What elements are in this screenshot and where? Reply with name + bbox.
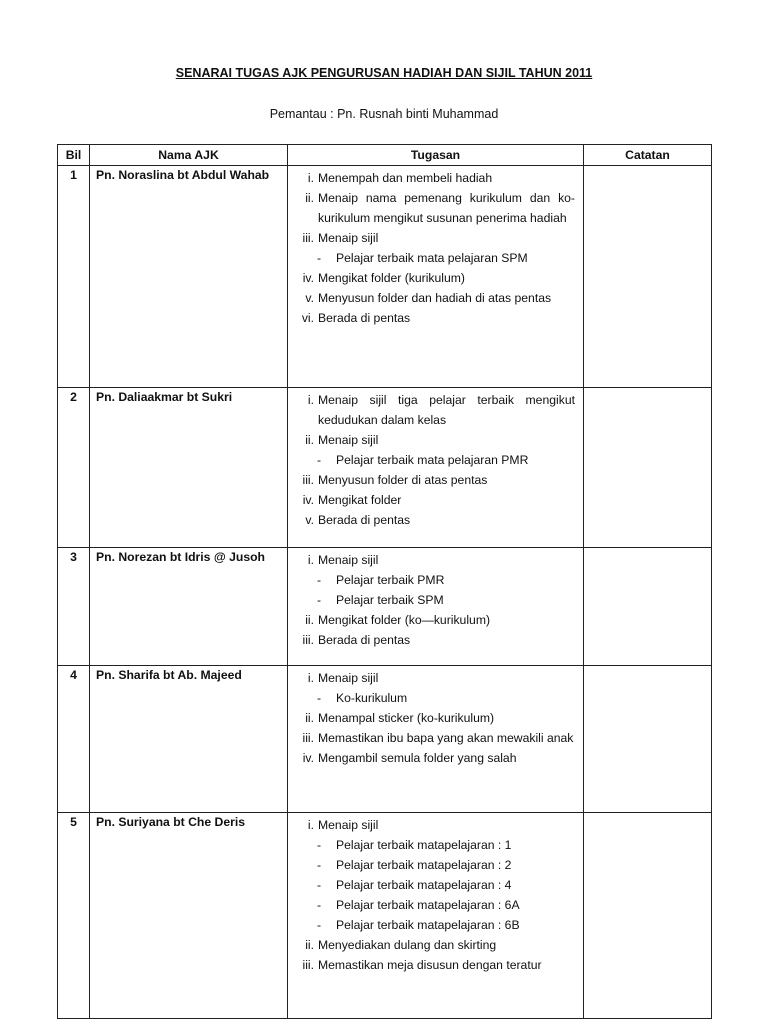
task-item xyxy=(288,430,575,450)
row-number: 5 xyxy=(58,813,90,1019)
task-text: Mengikat folder xyxy=(318,493,402,507)
dash-bullet: - xyxy=(316,878,321,892)
sub-task-item xyxy=(288,915,575,935)
task-text: Menaip sijil xyxy=(318,671,379,685)
table-row xyxy=(58,666,712,813)
sub-task-item xyxy=(288,895,575,915)
sub-task-text: Pelajar terbaik PMR xyxy=(336,573,445,587)
task-text: Menaip sijil xyxy=(318,433,379,447)
task-item xyxy=(288,668,575,688)
dash-bullet: - xyxy=(316,573,321,587)
task-text: Berada di pentas xyxy=(318,311,411,325)
task-numeral: ii. xyxy=(305,938,314,952)
task-list xyxy=(288,548,584,666)
task-item xyxy=(288,510,575,530)
sub-task-text: Pelajar terbaik matapelajaran : 4 xyxy=(336,878,512,892)
sub-task-text: Pelajar terbaik matapelajaran : 6A xyxy=(336,898,520,912)
task-numeral: iii. xyxy=(302,633,314,647)
task-numeral: i. xyxy=(307,671,314,685)
task-item xyxy=(288,728,575,748)
sub-task-item xyxy=(288,248,575,268)
task-text: Memastikan meja disusun dengan teratur xyxy=(318,958,542,972)
task-numeral: ii. xyxy=(305,613,314,627)
task-list xyxy=(288,813,584,1019)
task-item xyxy=(288,390,575,430)
task-numeral: iv. xyxy=(302,751,314,765)
row-number: 1 xyxy=(58,166,90,388)
dash-bullet: - xyxy=(316,898,321,912)
notes-cell xyxy=(584,166,712,388)
table-row xyxy=(58,548,712,666)
task-numeral: i. xyxy=(307,553,314,567)
task-item xyxy=(288,288,575,308)
task-item xyxy=(288,748,575,768)
task-numeral: iii. xyxy=(302,731,314,745)
task-text: Menyusun folder dan hadiah di atas pentas xyxy=(318,291,552,305)
duty-table xyxy=(57,144,712,1019)
task-item xyxy=(288,228,575,248)
sub-task-item xyxy=(288,855,575,875)
monitor-line: Pemantau : Pn. Rusnah binti Muhammad xyxy=(269,107,499,121)
task-text: Menyediakan dulang dan skirting xyxy=(318,938,497,952)
table-row xyxy=(58,166,712,388)
notes-cell xyxy=(584,548,712,666)
task-text: Menaip nama pemenang kurikulum dan ko-kurikulum mengikut susunan penerima hadiah xyxy=(318,191,575,225)
task-text: Menaip sijil xyxy=(318,231,379,245)
dash-bullet: - xyxy=(316,858,321,872)
sub-task-item xyxy=(288,590,575,610)
task-item xyxy=(288,550,575,570)
sub-task-text: Ko-kurikulum xyxy=(336,691,408,705)
table-row xyxy=(58,388,712,548)
sub-task-item xyxy=(288,875,575,895)
header-notes: Catatan xyxy=(584,145,712,166)
task-item xyxy=(288,268,575,288)
task-list xyxy=(288,388,584,548)
task-numeral: v. xyxy=(305,291,314,305)
task-text: Mengikat folder (ko—kurikulum) xyxy=(318,613,491,627)
task-item xyxy=(288,630,575,650)
dash-bullet: - xyxy=(316,918,321,932)
committee-member-name: Pn. Sharifa bt Ab. Majeed xyxy=(90,666,288,813)
task-item xyxy=(288,610,575,630)
table-header-row xyxy=(58,145,712,166)
header-tasks: Tugasan xyxy=(288,145,584,166)
task-numeral: iii. xyxy=(302,958,314,972)
task-numeral: iv. xyxy=(302,493,314,507)
sub-task-text: Pelajar terbaik matapelajaran : 6B xyxy=(336,918,520,932)
dash-bullet: - xyxy=(316,593,321,607)
task-item xyxy=(288,815,575,835)
row-number: 4 xyxy=(58,666,90,813)
task-item xyxy=(288,935,575,955)
task-numeral: iv. xyxy=(302,271,314,285)
task-list xyxy=(288,666,584,813)
committee-member-name: Pn. Noraslina bt Abdul Wahab xyxy=(90,166,288,388)
task-text: Mengikat folder (kurikulum) xyxy=(318,271,465,285)
task-text: Menampal sticker (ko-kurikulum) xyxy=(318,711,495,725)
task-text: Berada di pentas xyxy=(318,633,411,647)
sub-task-item xyxy=(288,570,575,590)
dash-bullet: - xyxy=(316,691,321,705)
dash-bullet: - xyxy=(316,838,321,852)
task-text: Memastikan ibu bapa yang akan mewakili anak xyxy=(318,731,574,745)
task-numeral: ii. xyxy=(305,711,314,725)
task-item xyxy=(288,168,575,188)
sub-task-text: Pelajar terbaik mata pelajaran PMR xyxy=(336,453,529,467)
task-numeral: ii. xyxy=(305,433,314,447)
notes-cell xyxy=(584,666,712,813)
header-name: Nama AJK xyxy=(90,145,288,166)
task-item xyxy=(288,955,575,975)
task-numeral: i. xyxy=(307,171,314,185)
header-bil: Bil xyxy=(58,145,90,166)
committee-member-name: Pn. Daliaakmar bt Sukri xyxy=(90,388,288,548)
committee-member-name: Pn. Norezan bt Idris @ Jusoh xyxy=(90,548,288,666)
task-text: Mengambil semula folder yang salah xyxy=(318,751,517,765)
notes-cell xyxy=(584,813,712,1019)
task-numeral: v. xyxy=(305,513,314,527)
row-number: 3 xyxy=(58,548,90,666)
task-numeral: ii. xyxy=(305,191,314,205)
task-item xyxy=(288,308,575,328)
notes-cell xyxy=(584,388,712,548)
task-text: Menyusun folder di atas pentas xyxy=(318,473,488,487)
sub-task-text: Pelajar terbaik SPM xyxy=(336,593,444,607)
task-item xyxy=(288,490,575,510)
sub-task-item xyxy=(288,688,575,708)
sub-task-item xyxy=(288,450,575,470)
row-number: 2 xyxy=(58,388,90,548)
task-item xyxy=(288,708,575,728)
dash-bullet: - xyxy=(316,453,321,467)
task-text: Menaip sijil xyxy=(318,818,379,832)
table-row xyxy=(58,813,712,1019)
task-numeral: iii. xyxy=(302,473,314,487)
task-numeral: vi. xyxy=(301,311,314,325)
dash-bullet: - xyxy=(316,251,321,265)
task-text: Menaip sijil xyxy=(318,553,379,567)
document-title: SENARAI TUGAS AJK PENGURUSAN HADIAH DAN SIJIL TAHUN 2011 xyxy=(175,66,593,80)
sub-task-text: Pelajar terbaik mata pelajaran SPM xyxy=(336,251,528,265)
sub-task-item xyxy=(288,835,575,855)
task-numeral: iii. xyxy=(302,231,314,245)
task-text: Menaip sijil tiga pelajar terbaik mengikut kedudukan dalam kelas xyxy=(318,393,575,427)
sub-task-text: Pelajar terbaik matapelajaran : 1 xyxy=(336,838,512,852)
task-text: Menempah dan membeli hadiah xyxy=(318,171,493,185)
task-numeral: i. xyxy=(307,818,314,832)
sub-task-text: Pelajar terbaik matapelajaran : 2 xyxy=(336,858,512,872)
task-numeral: i. xyxy=(307,393,314,407)
committee-member-name: Pn. Suriyana bt Che Deris xyxy=(90,813,288,1019)
task-item xyxy=(288,188,575,228)
task-item xyxy=(288,470,575,490)
task-list xyxy=(288,166,584,388)
task-text: Berada di pentas xyxy=(318,513,411,527)
